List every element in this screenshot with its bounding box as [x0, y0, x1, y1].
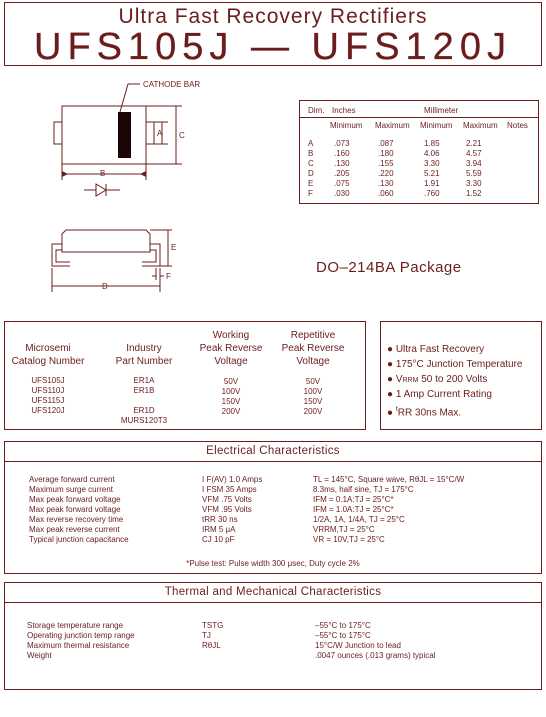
dim-subheader: Minimum: [330, 121, 363, 130]
dim-header-rule: [300, 117, 538, 118]
pulse-footnote: *Pulse test: Pulse width 300 μsec, Duty cycle 2%: [186, 559, 360, 568]
side-view-lead-left: [52, 244, 70, 266]
diode-symbol-triangle: [96, 184, 106, 196]
section-rule: [5, 602, 541, 603]
catalog-table: Microsemi Catalog Number Industry Part Number Working Peak Reverse Voltage Repetitive Peak Reverse Voltage UFS105J ER1A 50V 50V UFS110J ER1B 100V 100V UFS115J 150V 150V UFS120J ER1D 200V 200V MURS120T3: [4, 321, 366, 430]
package-outline-drawing: [40, 72, 201, 302]
dim-label-c: C: [179, 131, 185, 140]
top-view-lead-left: [54, 122, 62, 144]
cathode-bar: [118, 112, 131, 158]
dimension-table: Dim. Inches Millimeter Minimum Maximum Minimum Maximum Notes A .073 .087 1.85 2.21 B .160 .180 4.06 4.57 C .130 .155 3.30 3.94 D .205 .220 5.21 5.59 E .075 .130 1.91 3.30 F .030 .060 .760 1.52: [299, 100, 539, 204]
electrical-characteristics: Electrical Characteristics Average forward current I F(AV) 1.0 Amps TL = 145°C, Square wave, RθJL = 15°C/W Maximum surge current I FSM 35 Amps 8.3ms, half sine, TJ = 175°C Max peak forward voltage VFM .75 Volts IFM = 0.1A:TJ = 25°C* Max peak forward voltage VFM .95 Volts IFM = 1.0A:TJ = 25°C* Max reverse recovery time tRR 30 ns 1/2A, 1A, 1/4A, TJ = 25°C Max peak reverse current IRM 5 μA VRRM,TJ = 25°C Typical junction capacitance CJ 10 pF VR = 10V,TJ = 25°C *Pulse test: Pulse width 300 μsec, Duty cycle 2%: [4, 441, 542, 574]
catalog-extra-industry: MURS120T3: [120, 416, 168, 425]
title-subtitle: Ultra Fast Recovery Rectifiers: [118, 5, 428, 28]
thermal-mechanical-characteristics: Thermal and Mechanical Characteristics Storage temperature range TSTG –55°C to 175°C Operating junction temp range TJ –55°C to 175°C Maximum thermal resistance RθJL 15°C/W Junction to lead Weight .0047 ounces (.013 grams) typical: [4, 582, 542, 690]
bullet-icon: ●: [387, 359, 396, 370]
section-heading: Thermal and Mechanical Characteristics: [164, 586, 382, 598]
dim-label-f: F: [166, 272, 171, 281]
dim-label-d: D: [102, 282, 108, 291]
bullet-icon: ●: [387, 407, 396, 419]
bullet-icon: ●: [387, 374, 396, 385]
dim-header-inches: Inches: [332, 106, 356, 115]
dim-subheader: Notes: [507, 121, 528, 130]
cathode-leader-diagonal: [120, 84, 128, 112]
package-name: DO–214BA Package: [316, 259, 462, 276]
dim-label-e: E: [171, 243, 177, 252]
title-box: [4, 2, 542, 66]
part-number-range: UFS105J — UFS120J: [34, 26, 512, 68]
cathode-bar-label: CATHODE BAR: [143, 80, 201, 89]
bullet-icon: ●: [387, 344, 396, 355]
dim-label-b: B: [100, 169, 106, 178]
top-view-body: [62, 106, 146, 164]
dim-header-dim: Dim.: [308, 106, 325, 115]
feature-item: ● Ultra Fast Recovery: [387, 344, 485, 355]
feature-item: ● $^t$RR 30ns Max.: [387, 406, 462, 419]
section-heading: Electrical Characteristics: [206, 445, 340, 457]
features-box: [380, 321, 542, 430]
dim-subheader: Maximum: [463, 121, 498, 130]
dim-header-millimeter: Millimeter: [424, 106, 459, 115]
section-rule: [5, 461, 541, 462]
feature-item: ● VRRM 50 to 200 Volts: [387, 374, 488, 385]
dim-label-a: A: [157, 129, 163, 138]
dim-subheader: Maximum: [375, 121, 410, 130]
feature-item: ● 1 Amp Current Rating: [387, 389, 492, 400]
bullet-icon: ●: [387, 389, 396, 400]
top-view-lead-right: [146, 122, 154, 144]
side-view-lead-right: [142, 244, 160, 266]
side-view-body: [62, 230, 150, 252]
feature-item: ● 175°C Junction Temperature: [387, 359, 523, 370]
dim-subheader: Minimum: [420, 121, 453, 130]
